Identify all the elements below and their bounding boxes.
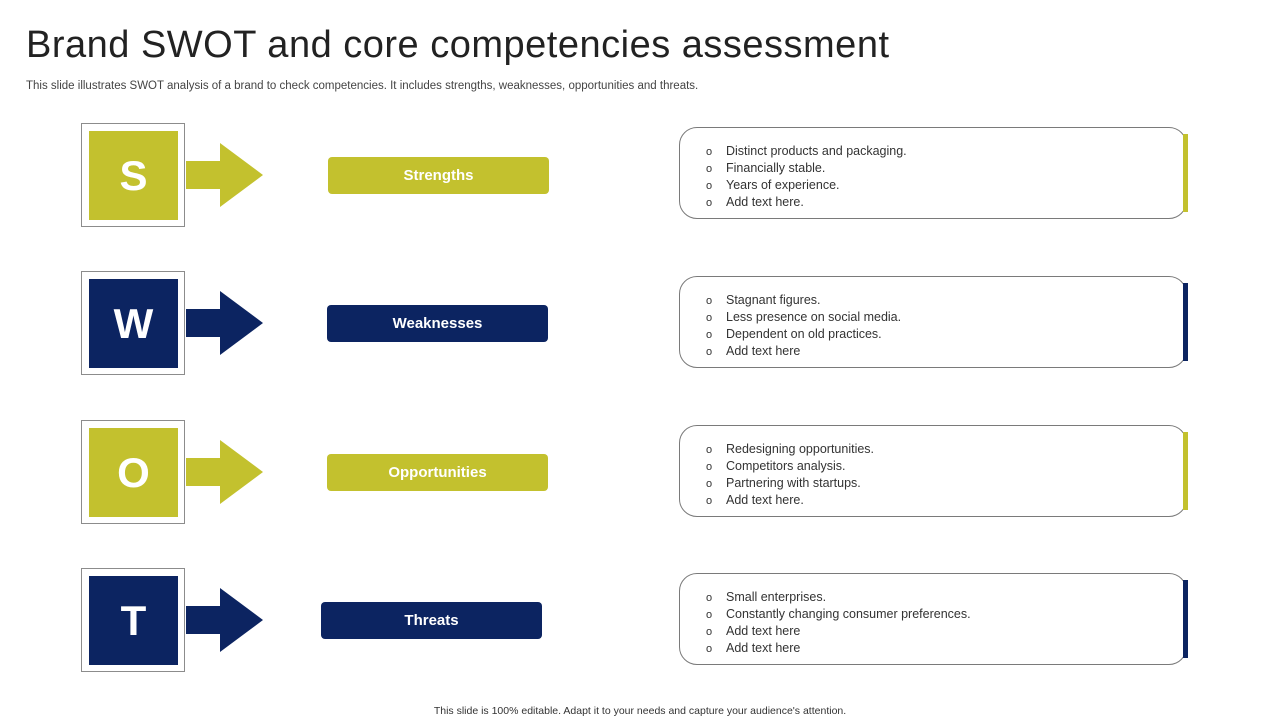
arrow-right-icon [186, 440, 264, 504]
bullet-icon: o [706, 444, 713, 456]
list-item: o Redesigning opportunities. [706, 442, 875, 456]
bullet-icon: o [706, 163, 713, 175]
label-opportunities: Opportunities [327, 454, 548, 491]
list-item: o Stagnant figures. [706, 293, 821, 307]
list-item: o Add text here. [706, 195, 804, 209]
list-item: o Years of experience. [706, 178, 840, 192]
card-accent-bar [1183, 580, 1188, 658]
bullet-icon: o [706, 346, 713, 358]
letter-tile-weaknesses [81, 271, 185, 375]
bullet-icon: o [706, 180, 713, 192]
letter-w: W [89, 279, 178, 368]
bullet-icon: o [706, 495, 713, 507]
arrow-right-icon [186, 143, 264, 207]
list-item: o Financially stable. [706, 161, 826, 175]
letter-t: T [89, 576, 178, 665]
list-item: o Less presence on social media. [706, 310, 902, 324]
points-list [706, 292, 901, 360]
card-accent-bar [1183, 283, 1188, 361]
bullet-icon: o [706, 312, 713, 324]
list-item: o Small enterprises. [706, 590, 827, 604]
bullet-icon: o [706, 478, 713, 490]
points-list [706, 589, 971, 657]
card-strengths [679, 127, 1187, 219]
card-accent-bar [1183, 432, 1188, 510]
letter-tile-threats [81, 568, 185, 672]
bullet-icon: o [706, 592, 713, 604]
bullet-icon: o [706, 643, 713, 655]
list-item: o Partnering with startups. [706, 476, 861, 490]
points-list [706, 441, 874, 509]
bullet-icon: o [706, 146, 713, 158]
list-item: o Competitors analysis. [706, 459, 846, 473]
arrow-right-icon [186, 291, 264, 355]
bullet-icon: o [706, 295, 713, 307]
list-item: o Constantly changing consumer preferences. [706, 607, 971, 621]
label-weaknesses: Weaknesses [327, 305, 548, 342]
label-threats: Threats [321, 602, 542, 639]
arrow-right-icon [186, 588, 264, 652]
label-strengths: Strengths [328, 157, 549, 194]
letter-s: S [89, 131, 178, 220]
footer-note: This slide is 100% editable. Adapt it to your needs and capture your audience's attention. [433, 705, 847, 717]
letter-tile-opportunities [81, 420, 185, 524]
bullet-icon: o [706, 329, 713, 341]
arrow-shape [186, 291, 263, 355]
card-accent-bar [1183, 134, 1188, 212]
list-item: o Add text here [706, 641, 801, 655]
swot-row-weaknesses [0, 271, 1280, 379]
bullet-icon: o [706, 609, 713, 621]
arrow-shape [186, 588, 263, 652]
arrow-shape [186, 440, 263, 504]
bullet-icon: o [706, 626, 713, 638]
card-opportunities [679, 425, 1187, 517]
swot-row-threats [0, 568, 1280, 676]
bullet-icon: o [706, 461, 713, 473]
page-subtitle: This slide illustrates SWOT analysis of a brand to check competencies. It includes strengths, weaknesses, opportunities and threats. [26, 80, 699, 92]
card-weaknesses [679, 276, 1187, 368]
letter-o: O [89, 428, 178, 517]
swot-row-opportunities [0, 420, 1280, 528]
list-item: o Add text here. [706, 493, 804, 507]
points-list [706, 143, 907, 211]
list-item: o Dependent on old practices. [706, 327, 882, 341]
letter-tile-strengths [81, 123, 185, 227]
card-threats [679, 573, 1187, 665]
page-title: Brand SWOT and core competencies assessment [26, 24, 890, 66]
list-item: o Add text here [706, 344, 801, 358]
swot-row-strengths [0, 123, 1280, 231]
bullet-icon: o [706, 197, 713, 209]
list-item: o Add text here [706, 624, 801, 638]
arrow-shape [186, 143, 263, 207]
list-item: o Distinct products and packaging. [706, 144, 907, 158]
